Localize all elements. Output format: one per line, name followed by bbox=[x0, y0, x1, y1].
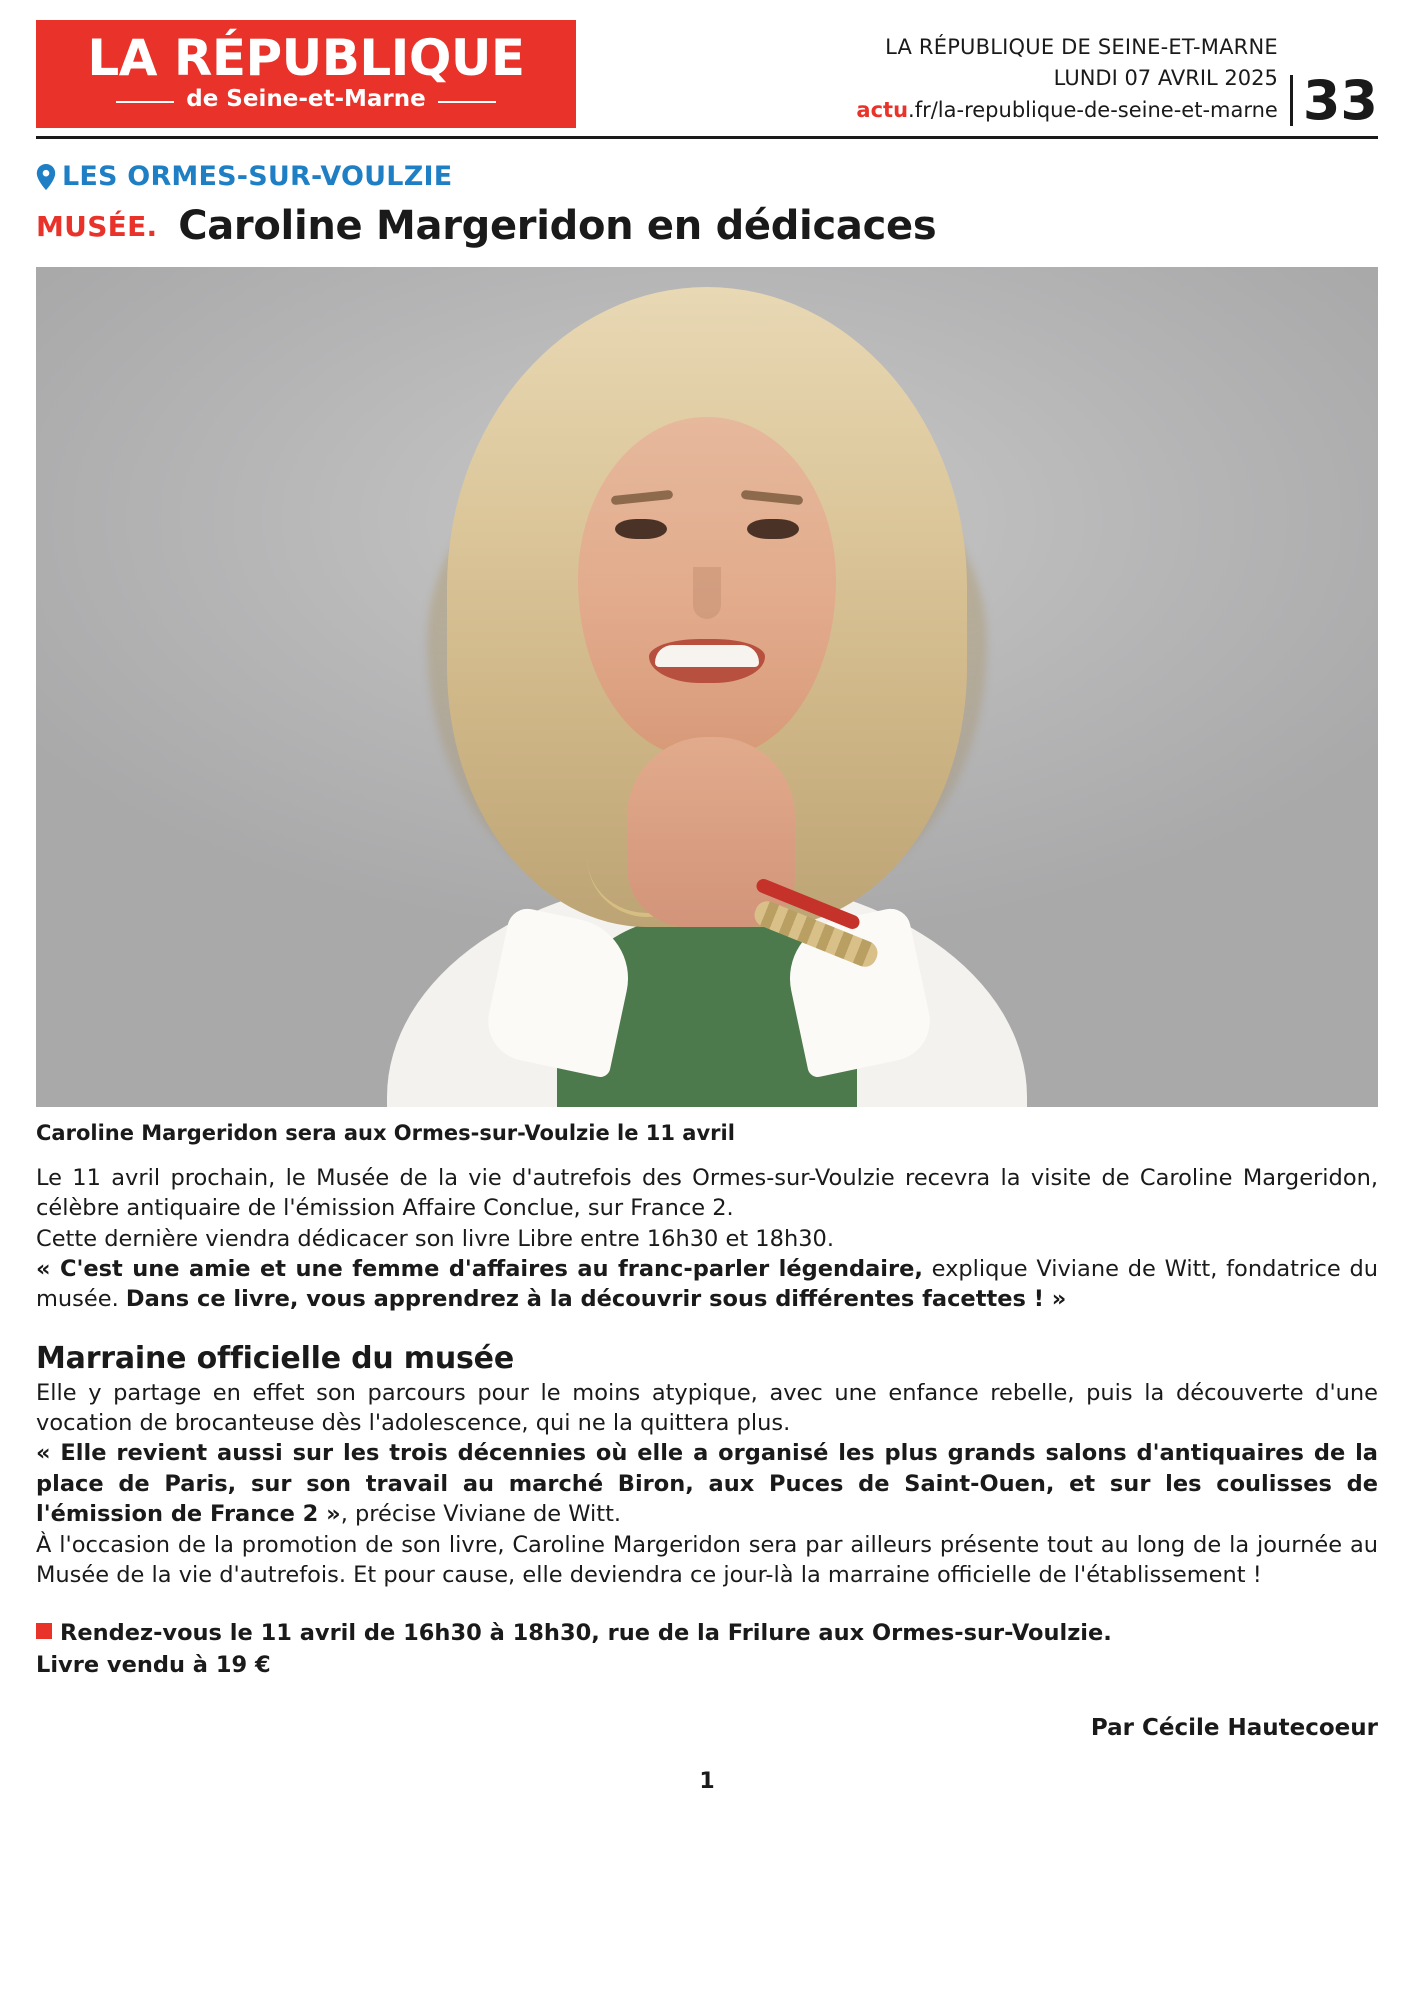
headline-title: Caroline Margeridon en dédicaces bbox=[178, 203, 937, 249]
practical-line-1 bbox=[36, 1618, 1378, 1650]
map-pin-icon bbox=[36, 164, 56, 190]
locality-label: LES ORMES-SUR-VOULZIE bbox=[62, 161, 453, 192]
practical-text-1: Rendez-vous le 11 avril de 16h30 à 18h30, rue de la Frilure aux Ormes-sur-Voulzie. bbox=[60, 1620, 1112, 1647]
red-square-icon bbox=[36, 1623, 52, 1639]
page-title bbox=[36, 204, 1378, 249]
practical-line-2: Livre vendu à 19 € bbox=[36, 1651, 271, 1678]
paragraph-intro-2: Cette dernière viendra dédicacer son livre Libre entre 16h30 et 18h30. bbox=[36, 1225, 834, 1252]
photo-eye-left bbox=[615, 519, 667, 539]
masthead-lines bbox=[856, 32, 1289, 127]
website-path: .fr/la-republique-de-seine-et-marne bbox=[908, 97, 1278, 122]
logo-main-text: LA RÉPUBLIQUE bbox=[87, 29, 525, 88]
publication-logo bbox=[36, 20, 576, 128]
byline: Par Cécile Hautecoeur bbox=[1090, 1715, 1378, 1742]
website-brand: actu bbox=[856, 97, 909, 122]
photo-teeth bbox=[655, 645, 759, 667]
paragraph-quote-2 bbox=[36, 1438, 1378, 1529]
photo-hand bbox=[627, 737, 795, 927]
quote-1-part-2: Dans ce livre, vous apprendrez à la découvrir sous différentes facettes ! » bbox=[125, 1286, 1067, 1313]
photo-nose bbox=[693, 567, 721, 619]
folio-number: 1 bbox=[699, 1769, 715, 1795]
publication-name: LA RÉPUBLIQUE DE SEINE-ET-MARNE bbox=[885, 34, 1278, 59]
quote-1-attribution: explique Viviane de Witt, fondatrice du musée. bbox=[36, 1255, 1378, 1313]
article-body-second bbox=[36, 1378, 1378, 1591]
practical-info bbox=[36, 1618, 1378, 1681]
paragraph-2: À l'occasion de la promotion de son livre, Caroline Margeridon sera par ailleurs présente tout au long de la journée au Musée de la vie d'autrefois. Et pour cause, elle deviendra ce jour-là la marraine officielle de l'établissement ! bbox=[36, 1531, 1378, 1588]
quote-1-part-1: « C'est une amie et une femme d'affaires au franc-parler légendaire, bbox=[36, 1255, 923, 1282]
quote-2-attribution: , précise Viviane de Witt. bbox=[340, 1501, 622, 1528]
section-subheading: Marraine officielle du musée bbox=[36, 1340, 514, 1376]
page-number: 33 bbox=[1290, 75, 1378, 126]
masthead bbox=[36, 20, 1378, 139]
website-url bbox=[856, 95, 1277, 127]
photo-background bbox=[36, 267, 1378, 1107]
quote-2-text: « Elle revient aussi sur les trois décennies où elle a organisé les plus grands salons d'antiquaires de la place de Paris, sur son travail au marché Biron, aux Puces de Saint-Ouen, et sur les coulisses de l'émission de France 2 » bbox=[36, 1440, 1378, 1528]
photo-caption: Caroline Margeridon sera aux Ormes-sur-Voulzie le 11 avril bbox=[36, 1120, 735, 1145]
photo-mouth bbox=[649, 639, 765, 683]
masthead-info bbox=[576, 20, 1378, 132]
publication-date: LUNDI 07 AVRIL 2025 bbox=[1053, 66, 1278, 90]
headline-kicker: MUSÉE. bbox=[36, 210, 158, 243]
logo-sub-text: de Seine-et-Marne bbox=[116, 85, 496, 115]
locality-line bbox=[36, 161, 1378, 192]
article-body-intro bbox=[36, 1163, 1378, 1315]
paragraph-quote-1 bbox=[36, 1254, 1378, 1315]
paragraph-1: Elle y partage en effet son parcours pour le moins atypique, avec une enfance rebelle, puis la découverte d'une vocation de brocanteuse dès l'adolescence, qui ne la quittera plus. bbox=[36, 1379, 1378, 1437]
photo-eye-right bbox=[747, 519, 799, 539]
article-photo bbox=[36, 267, 1378, 1107]
paragraph-intro-1: Le 11 avril prochain, le Musée de la vie d'autrefois des Ormes-sur-Voulzie recevra la visite de Caroline Margeridon, célèbre antiquaire de l'émission Affaire Conclue, sur France 2. bbox=[36, 1164, 1378, 1222]
